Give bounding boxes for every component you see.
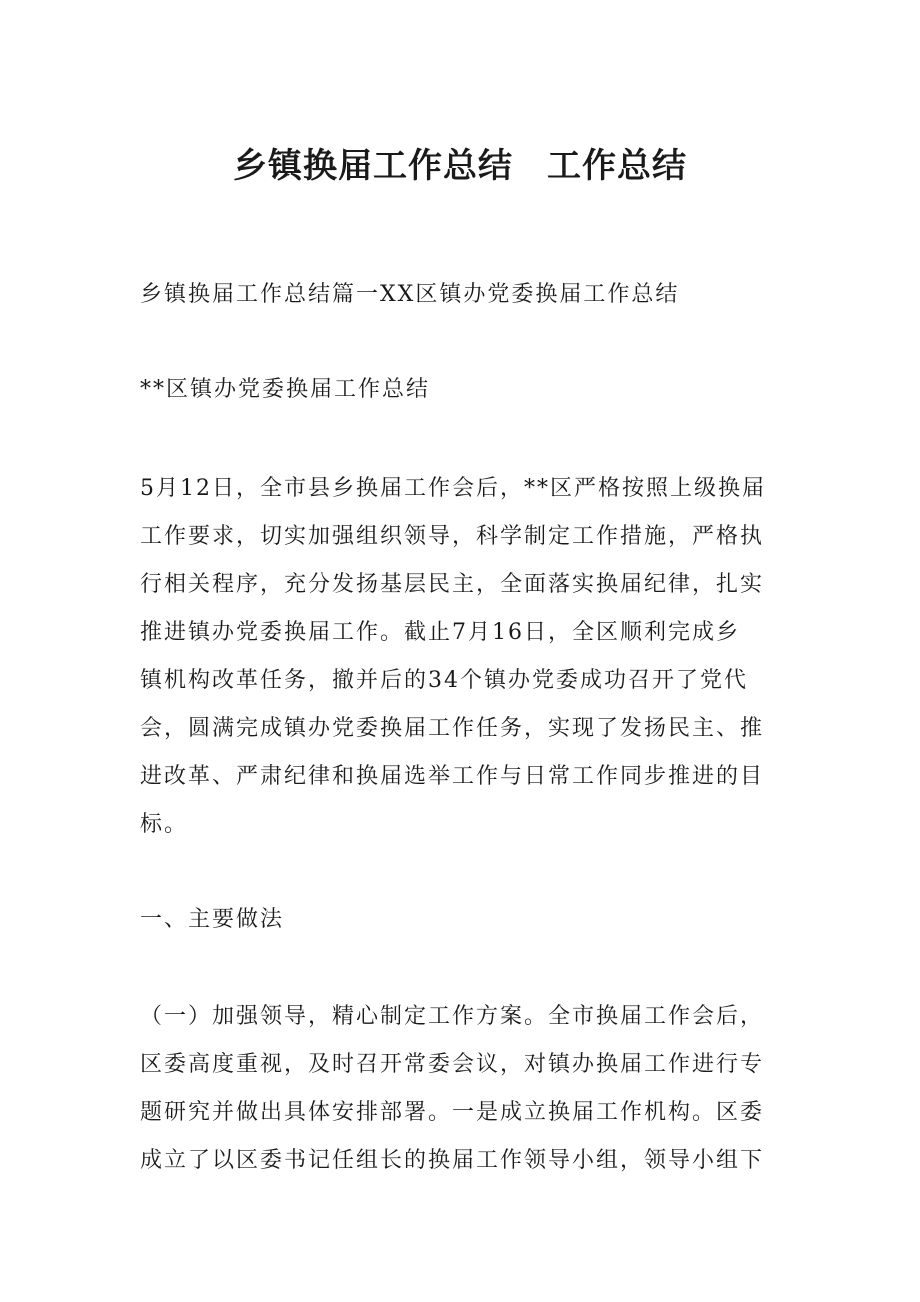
paragraph-line: 工作要求，切实加强组织领导，科学制定工作措施，严格执 bbox=[140, 524, 765, 549]
paragraph-line: （一）加强领导，精心制定工作方案。全市换届工作会后， bbox=[140, 1004, 765, 1029]
document-subtitle: 乡镇换届工作总结篇一XX区镇办党委换届工作总结 bbox=[140, 282, 680, 307]
section-paragraph bbox=[140, 993, 780, 1185]
intro-paragraph bbox=[140, 465, 780, 849]
paragraph-line: 5月12日，全市县乡换届工作会后，**区严格按照上级换届 bbox=[140, 476, 766, 501]
paragraph-line: 行相关程序，充分发扬基层民主，全面落实换届纪律，扎实 bbox=[140, 572, 765, 597]
paragraph-line: 题研究并做出具体安排部署。一是成立换届工作机构。区委 bbox=[140, 1100, 765, 1125]
paragraph-line: 成立了以区委书记任组长的换届工作领导小组，领导小组下 bbox=[140, 1148, 765, 1173]
paragraph-line: 进改革、严肃纪律和换届选举工作与日常工作同步推进的目 bbox=[140, 764, 765, 789]
document-heading: **区镇办党委换届工作总结 bbox=[140, 377, 431, 402]
paragraph-line: 推进镇办党委换届工作。截止7月16日，全区顺利完成乡 bbox=[140, 620, 740, 645]
paragraph-line: 标。 bbox=[140, 812, 189, 837]
document-title bbox=[0, 142, 920, 190]
section-heading: 一、主要做法 bbox=[140, 907, 285, 932]
paragraph-line: 区委高度重视，及时召开常委会议，对镇办换届工作进行专 bbox=[140, 1052, 765, 1077]
title-sub: 工作总结 bbox=[547, 146, 687, 186]
paragraph-line: 镇机构改革任务，撤并后的34个镇办党委成功召开了党代 bbox=[140, 668, 748, 693]
paragraph-line: 会，圆满完成镇办党委换届工作任务，实现了发扬民主、推 bbox=[140, 716, 765, 741]
title-main: 乡镇换届工作总结 bbox=[233, 146, 513, 186]
